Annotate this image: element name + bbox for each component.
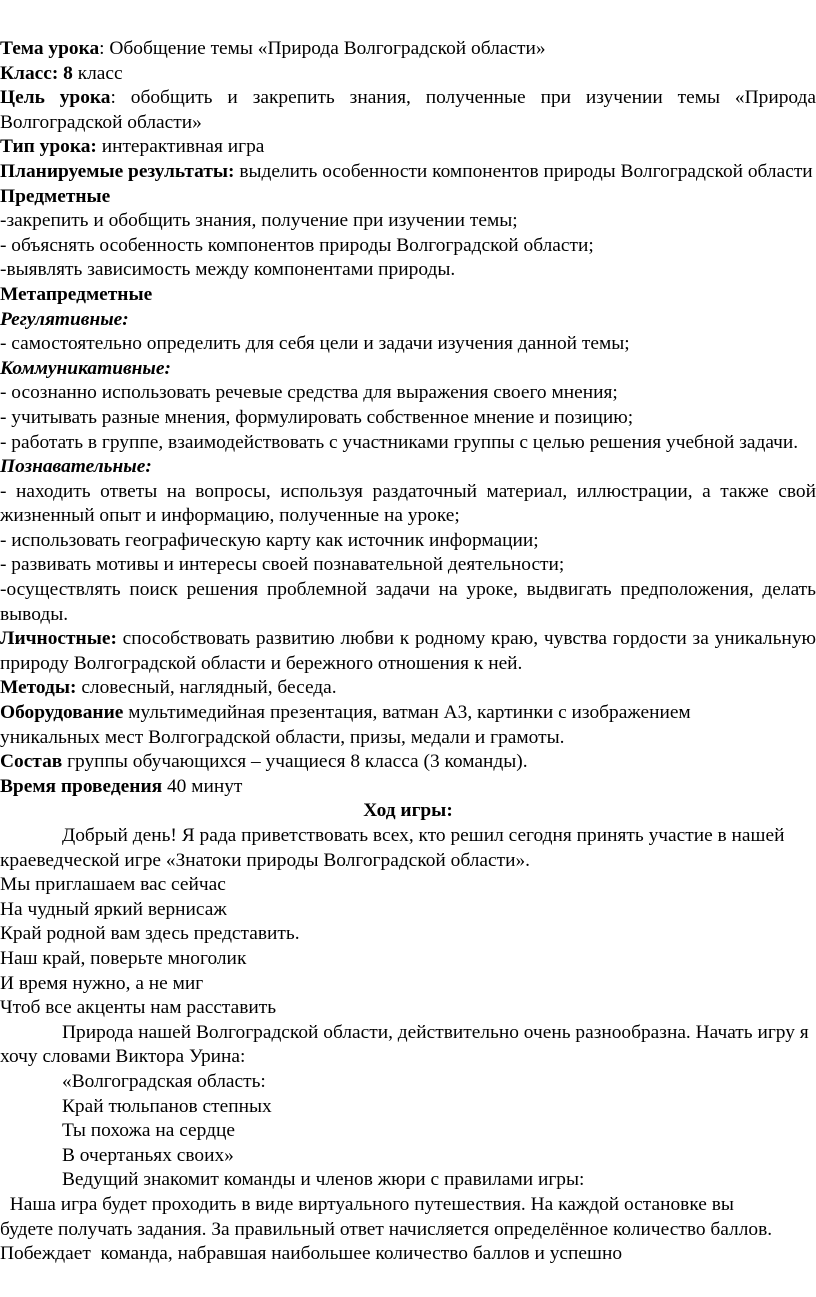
regulatory-heading <box>0 308 816 333</box>
topic-label: Тема урока <box>0 38 100 59</box>
subject-item: - объяснять особенность компонентов природы Волгоградской области; <box>0 234 594 256</box>
poem-line: И время нужно, а не миг <box>0 972 204 994</box>
goal-value: : обобщить и закрепить знания, полученные при изучении темы «Природа Волгоградской области» <box>0 87 816 133</box>
cognitive-item: - находить ответы на вопросы, используя раздаточный материал, иллюстрации, а также свой жизненный опыт и информацию, полученные на уроке; <box>0 480 816 527</box>
host-paragraph: Ведущий знакомит команды и членов жюри с правилами игры: <box>62 1169 585 1191</box>
type-value: интерактивная игра <box>96 136 265 158</box>
meta-heading-text: Метапредметные <box>0 283 153 305</box>
equipment <box>0 701 816 750</box>
poem-line: На чудный яркий вернисаж <box>0 898 227 920</box>
results-value: выделить особенности компонентов природы Волгоградской области <box>234 160 813 182</box>
equipment-label: Оборудование <box>0 702 124 724</box>
communicative-heading-text: Коммуникативные: <box>0 357 171 379</box>
cognitive-heading <box>0 455 816 480</box>
lesson-topic <box>0 37 816 62</box>
rules-paragraph: Наша игра будет проходить в виде виртуального путешествия. На каждой остановке вы будете получать задания. За правильный ответ начисляется определённое количество баллов. Побеждает команда, набравшая наибольшее количество баллов и успешно <box>0 1193 777 1265</box>
urin-poem-line: В очертаньях своих» <box>62 1144 234 1166</box>
greeting-paragraph: Добрый день! Я рада приветствовать всех, кто решил сегодня принять участие в нашей краеведческой игре «Знатоки природы Волгоградской области». <box>0 825 785 871</box>
poem-line: Чтоб все акценты нам расставить <box>0 997 277 1019</box>
communicative-item: - учитывать разные мнения, формулировать собственное мнение и позицию; <box>0 406 634 428</box>
communicative-heading <box>0 357 816 382</box>
cognitive-item: -осуществлять поиск решения проблемной задачи на уроке, выдвигать предположения, делать выводы. <box>0 579 816 625</box>
meta-heading <box>0 283 816 308</box>
personal-value: способствовать развитию любви к родному краю, чувства гордости за уникальную природу Волгоградской области и бережного отношения к ней. <box>0 628 816 674</box>
composition-label: Состав <box>0 751 63 773</box>
methods-label: Методы: <box>0 677 77 699</box>
subject-heading-text: Предметные <box>0 185 111 207</box>
lesson-goal <box>0 86 816 135</box>
cognitive-heading-text: Познавательные: <box>0 456 152 478</box>
regulatory-item: - самостоятельно определить для себя цели и задачи изучения данной темы; <box>0 333 630 355</box>
poem-line: Мы приглашаем вас сейчас <box>0 874 226 896</box>
document-page <box>0 37 816 1267</box>
duration-label: Время проведения <box>0 775 163 797</box>
game-heading-text: Ход игры: <box>363 800 453 822</box>
equipment-value: мультимедийная презентация, ватман А3, картинки с изображением уникальных мест Волгоградской области, призы, медали и грамоты. <box>0 702 691 748</box>
communicative-item: - осознанно использовать речевые средства для выражения своего мнения; <box>0 382 618 404</box>
game-heading <box>0 799 816 824</box>
poem-line: Край родной вам здесь представить. <box>0 923 300 945</box>
methods <box>0 676 816 701</box>
cognitive-item: - использовать географическую карту как источник информации; <box>0 529 539 551</box>
personal-results <box>0 627 816 676</box>
subject-heading <box>0 185 816 210</box>
class-label: Класс: 8 <box>0 62 73 84</box>
communicative-item: - работать в группе, взаимодействовать с участниками группы с целью решения учебной задачи. <box>0 431 799 453</box>
methods-value: словесный, наглядный, беседа. <box>76 677 337 699</box>
duration <box>0 775 816 800</box>
urin-poem-line: «Волгоградская область: <box>62 1070 266 1092</box>
topic-value: : Обобщение темы «Природа Волгоградской области» <box>99 38 546 59</box>
subject-item: -закрепить и обобщить знания, получение при изучении темы; <box>0 210 518 232</box>
type-label: Тип урока: <box>0 136 97 158</box>
subject-item: -выявлять зависимость между компонентами природы. <box>0 259 456 281</box>
personal-label: Личностные: <box>0 628 117 650</box>
urin-poem-line: Край тюльпанов степных <box>62 1095 272 1117</box>
poem-line: Наш край, поверьте многолик <box>0 947 247 969</box>
nature-paragraph: Природа нашей Волгоградской области, действительно очень разнообразна. Начать игру я хочу словами Виктора Урина: <box>0 1021 809 1068</box>
planned-results <box>0 160 816 185</box>
duration-value: 40 минут <box>162 775 243 797</box>
lesson-class <box>0 62 816 87</box>
urin-poem-line: Ты похожа на сердце <box>62 1120 235 1142</box>
class-value: класс <box>72 62 123 84</box>
cognitive-item: - развивать мотивы и интересы своей познавательной деятельности; <box>0 554 565 576</box>
regulatory-heading-text: Регулятивные: <box>0 308 129 330</box>
composition-value: группы обучающихся – учащиеся 8 класса (3 команды). <box>62 751 528 773</box>
lesson-type <box>0 135 816 160</box>
goal-label: Цель урока <box>0 87 111 109</box>
composition <box>0 750 816 775</box>
results-label: Планируемые результаты: <box>0 160 235 182</box>
